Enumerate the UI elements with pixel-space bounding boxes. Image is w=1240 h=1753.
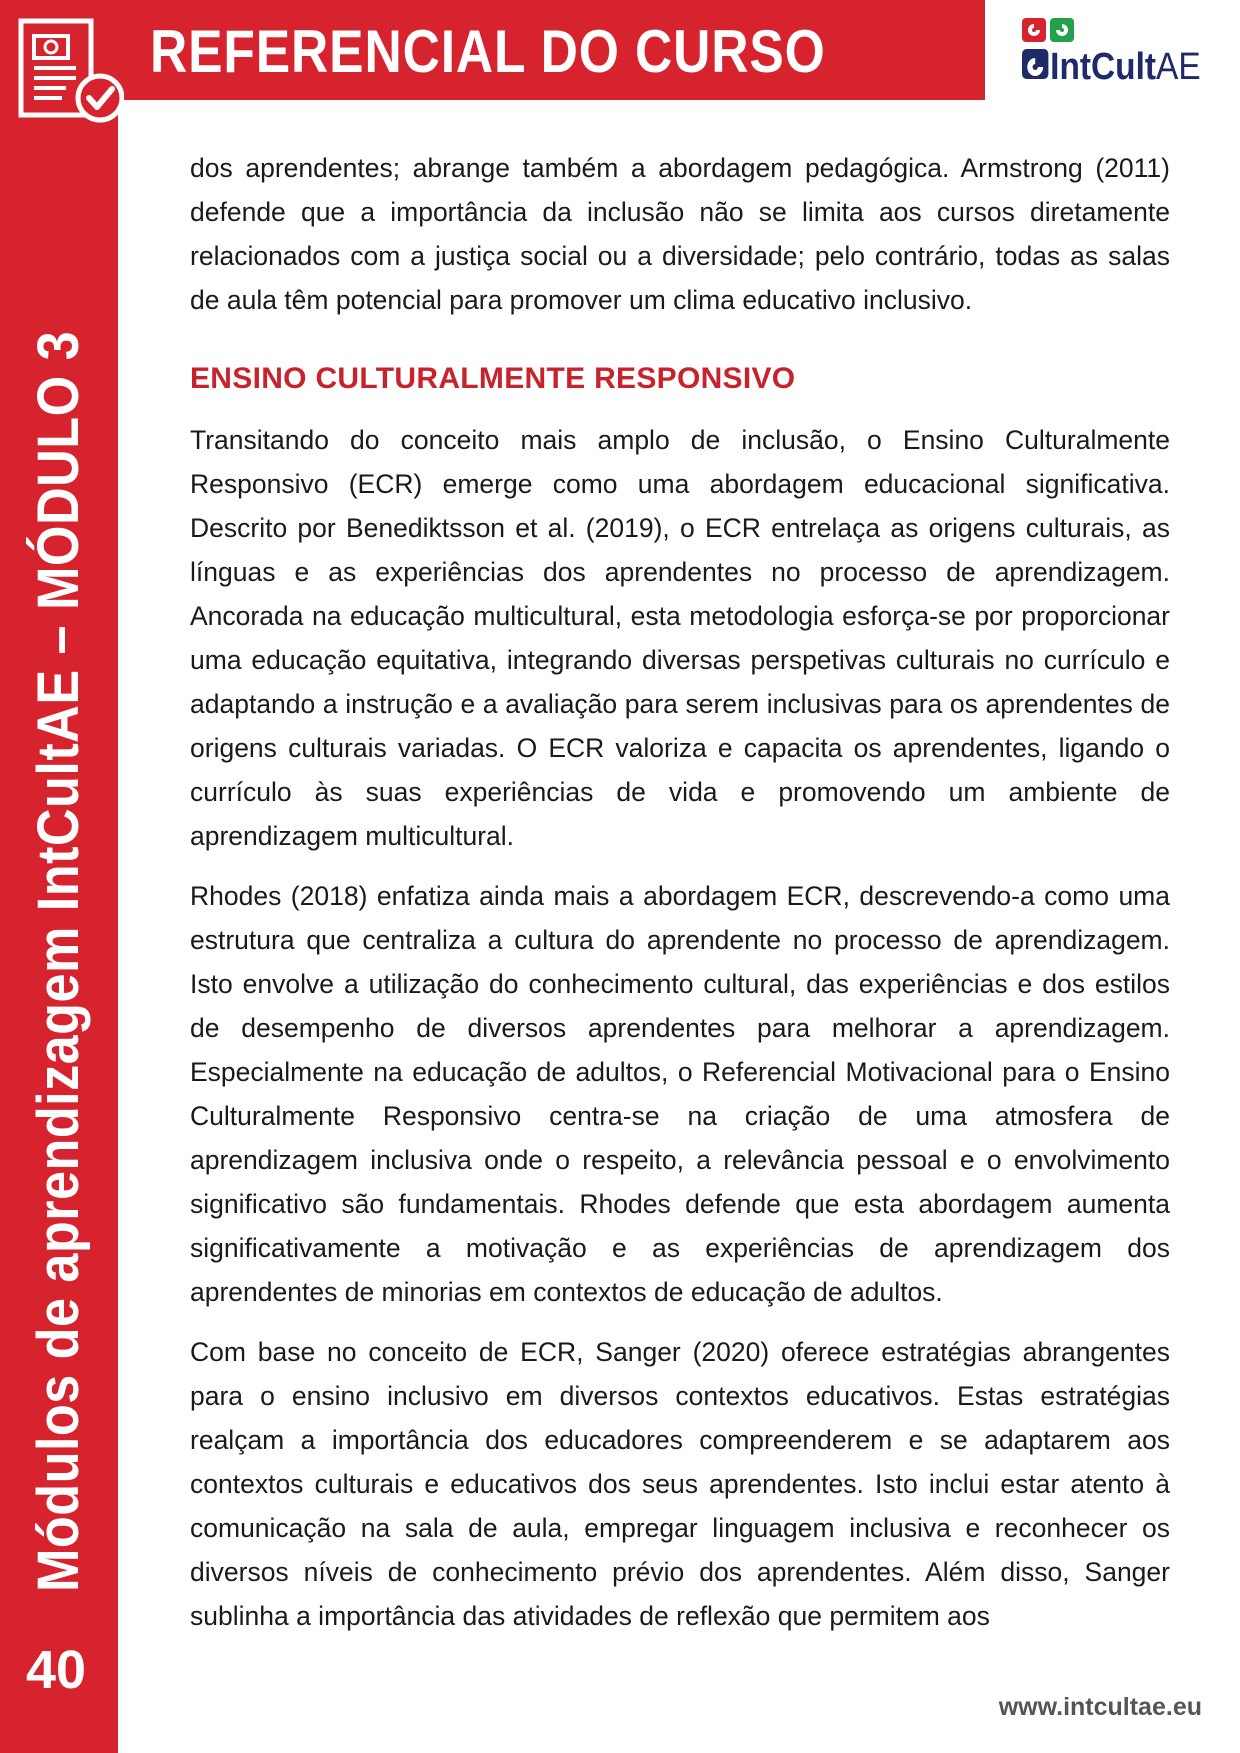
page-number: 40 bbox=[26, 1640, 87, 1700]
paragraph: Com base no conceito de ECR, Sanger (2020) oferece estratégias abrangentes para o ensino inclusivo em diversos contextos educativos. Estas estratégias realçam a importância dos educadores compreenderem e se adaptarem aos contextos culturais e educativos dos seus aprendentes. Isto inclui estar atento à comunicação na sala de aula, empregar linguagem inclusiva e reconhecer os diversos níveis de conhecimento prévio dos aprendentes. Além disso, Sanger sublinha a importância das atividades de reflexão que permitem aos bbox=[190, 1337, 1170, 1631]
logo-navy-speech-icon bbox=[1022, 49, 1048, 79]
section-heading: ENSINO CULTURALMENTE RESPONSIVO bbox=[190, 362, 796, 395]
logo-red-speech-icon bbox=[1022, 18, 1046, 42]
logo-green-speech-icon bbox=[1050, 18, 1074, 42]
page-title: REFERENCIAL DO CURSO bbox=[150, 18, 826, 85]
intcultae-logo bbox=[1022, 18, 1212, 88]
main-content bbox=[190, 146, 1170, 1654]
sidebar-vertical-title-text: Módulos de aprendizagem IntCultAE – MÓDULO 3 bbox=[26, 330, 91, 1592]
logo-text-light: AE bbox=[1156, 46, 1201, 88]
sidebar-vertical-title bbox=[26, 312, 92, 1592]
checklist-document-icon bbox=[18, 18, 124, 130]
paragraph: Rhodes (2018) enfatiza ainda mais a abordagem ECR, descrevendo-a como uma estrutura que centraliza a cultura do aprendente no processo de aprendizagem. Isto envolve a utilização do conhecimento cultural, das experiências e dos estilos de desempenho de diversos aprendentes para melhorar a aprendizagem. Especialmente na educação de adultos, o Referencial Motivacional para o Ensino Culturalmente Responsivo centra-se na criação de uma atmosfera de aprendizagem inclusiva onde o respeito, a relevância pessoal e o envolvimento significativo são fundamentais. Rhodes defende que esta abordagem aumenta significativamente a motivação e as experiências de aprendizagem dos aprendentes de minorias em contextos de educação de adultos. bbox=[190, 881, 1170, 1307]
paragraph: dos aprendentes; abrange também a abordagem pedagógica. Armstrong (2011) defende que a importância da inclusão não se limita aos cursos diretamente relacionados com a justiça social ou a diversidade; pelo contrário, todas as salas de aula têm potencial para promover um clima educativo inclusivo. bbox=[190, 153, 1170, 315]
logo-text-bold: IntCult bbox=[1050, 46, 1157, 88]
paragraph: Transitando do conceito mais amplo de inclusão, o Ensino Culturalmente Responsivo (ECR) emerge como uma abordagem educacional significativa. Descrito por Benediktsson et al. (2019), o ECR entrelaça as origens culturais, as línguas e as experiências dos aprendentes no processo de aprendizagem. Ancorada na educação multicultural, esta metodologia esforça-se por proporcionar uma educação equitativa, integrando diversas perspetivas culturais no currículo e adaptando a instrução e a avaliação para serem inclusivas para os aprendentes de origens culturais variadas. O ECR valoriza e capacita os aprendentes, ligando o currículo às suas experiências de vida e promovendo um ambiente de aprendizagem multicultural. bbox=[190, 425, 1170, 851]
footer-website-link[interactable]: www.intcultae.eu bbox=[998, 1693, 1202, 1721]
